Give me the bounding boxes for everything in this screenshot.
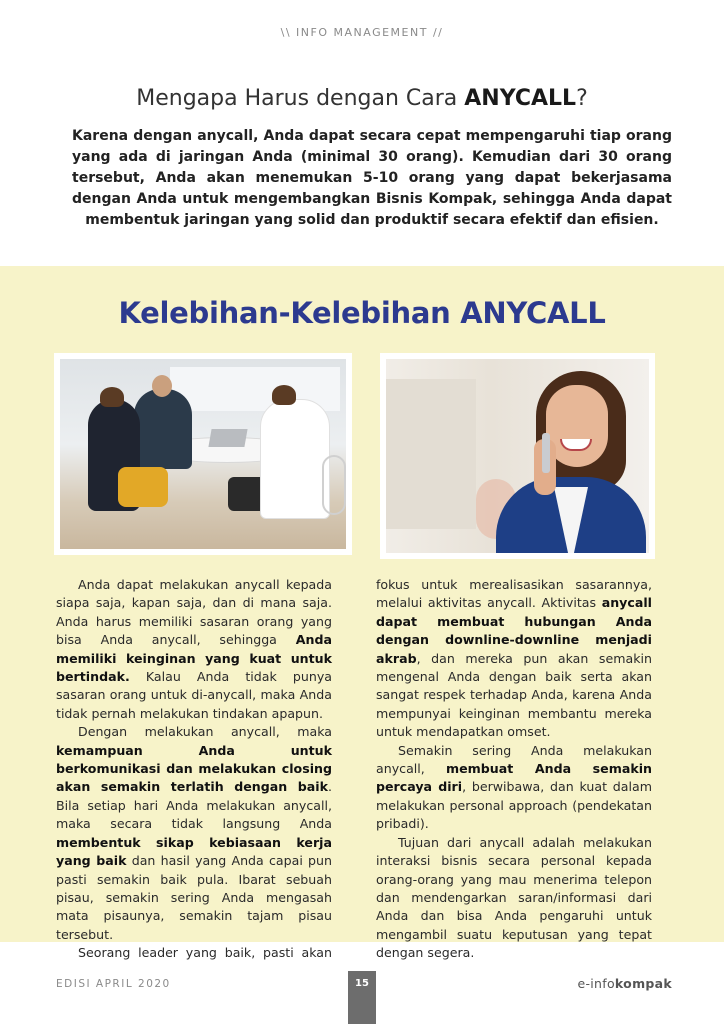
left-text-column — [56, 576, 332, 963]
text-run: Dengan melakukan anycall, maka — [78, 724, 332, 740]
phone-call-photo — [386, 359, 649, 553]
question-heading — [0, 86, 724, 111]
section-header-label: \\ INFO MANAGEMENT // — [280, 26, 444, 39]
text-run: fokus untuk merealisasikan sasarannya, melalui aktivitas anycall. Aktivitas — [376, 577, 652, 611]
brand-light-part: e-info — [577, 976, 615, 991]
bold-run: membentuk sikap kebiasaan kerja yang baik — [56, 834, 332, 869]
edition-label: EDISI APRIL 2020 — [56, 978, 171, 990]
bold-run: kemampuan Anda untuk berkomunikasi dan melakukan closing akan semakin terlatih dengan baik — [56, 742, 332, 795]
text-run: Kalau Anda tidak punya sasaran orang untuk di-anycall, maka Anda tidak pernah melakukan tindakan apapun. — [56, 669, 332, 721]
bold-run: anycall dapat membuat hubungan Anda dengan downline-downline menjadi akrab — [376, 595, 652, 666]
right-paragraph-2 — [376, 742, 652, 834]
text-run: Semakin sering Anda melakukan anycall, — [376, 742, 652, 777]
text-run: Anda dapat melakukan anycall kepada siapa saja, kapan saja, dan di mana saja. Anda harus memiliki sasaran orang yang bisa Anda anycall, sehingga — [56, 577, 332, 648]
bold-run: membuat Anda semakin percaya diri — [376, 761, 652, 795]
text-run: dan hasil yang Anda capai pun pasti semakin baik pula. Ibarat sebuah pisau, semakin sering Anda mengasah mata pisaunya, semakin tajam pisau tersebut. — [56, 853, 332, 942]
publication-brand — [577, 976, 672, 991]
question-prefix: Mengapa Harus dengan Cara — [136, 86, 465, 111]
text-run: Seorang leader yang baik, pasti akan — [78, 945, 332, 961]
section-title: Kelebihan-Kelebihan ANYCALL — [118, 296, 606, 330]
left-paragraph-2 — [56, 723, 332, 944]
brand-bold-part: kompak — [614, 976, 672, 991]
text-run: . Bila setiap hari Anda melakukan anycall, maka secara tidak langsung Anda — [56, 779, 332, 832]
question-brand: ANYCALL — [464, 86, 577, 111]
left-paragraph-1 — [56, 576, 332, 723]
text-run: , berwibawa, dan kuat dalam melakukan personal approach (pendekatan pribadi). — [376, 779, 652, 832]
text-run: , dan mereka pun akan semakin mengenal Anda dengan baik serta akan sangat respek terhadap Anda, karena Anda mempunyai keinginan membantu mereka untuk mendapatkan omset. — [376, 650, 652, 740]
meeting-photo-frame — [54, 353, 352, 555]
meeting-photo — [60, 359, 346, 549]
right-paragraph-3 — [376, 834, 652, 963]
phone-photo-frame — [380, 353, 655, 559]
left-paragraph-3 — [56, 944, 332, 962]
right-text-column — [376, 576, 652, 963]
right-paragraph-1 — [376, 576, 652, 742]
text-run: Tujuan dari anycall adalah melakukan interaksi bisnis secara personal kepada orang-orang yang mau menerima telepon dan mendengarkan saran/informasi dari Anda dan bisa Anda pengaruhi untuk mengambil suatu keputusan yang tepat dengan segera. — [376, 834, 652, 961]
page-number: 15 — [355, 978, 369, 989]
question-suffix: ? — [576, 86, 588, 111]
bold-run: Anda memiliki keinginan yang kuat untuk bertindak. — [56, 632, 332, 685]
intro-paragraph: Karena dengan anycall, Anda dapat secara cepat mempengaruhi tiap orang yang ada di jaringan Anda (minimal 30 orang). Kemudian dari 30 orang tersebut, Anda akan menemukan 5-10 orang yang dapat bekerjasama dengan Anda untuk mengembangkan Bisnis Kompak, sehingga Anda dapat membentuk jaringan yang solid dan produktif secara efektif dan efisien. — [72, 128, 672, 228]
